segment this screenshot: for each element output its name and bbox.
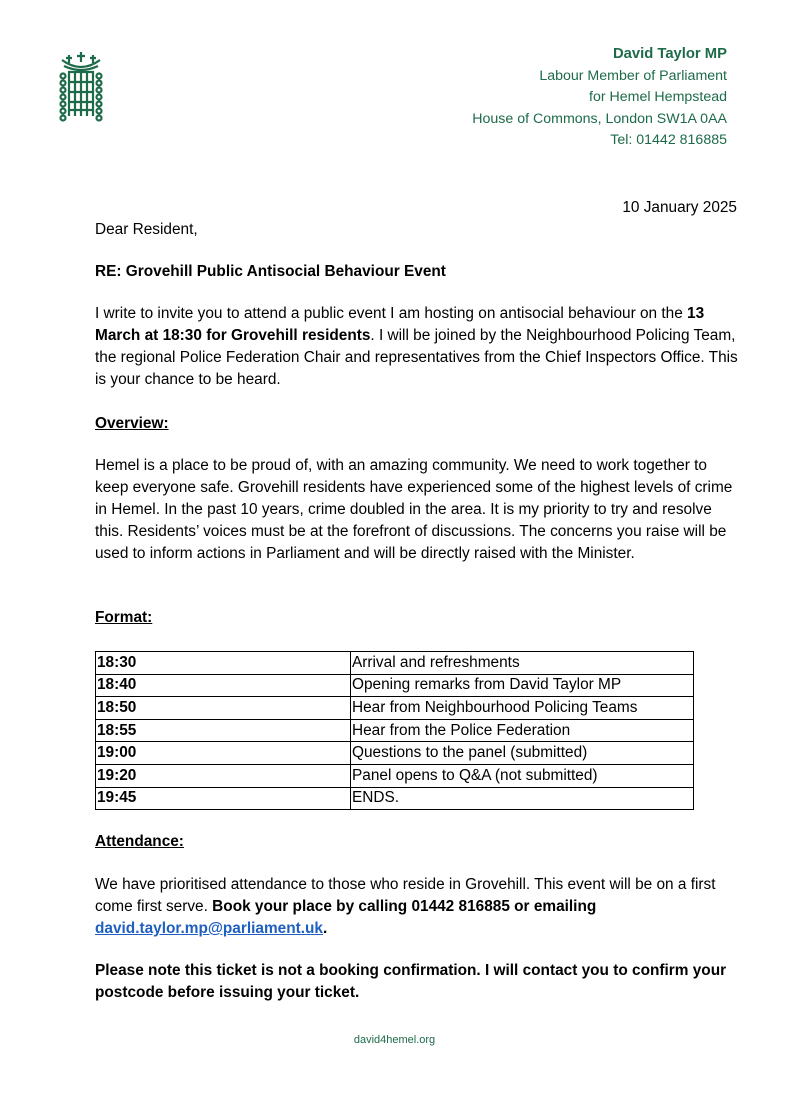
attendance-heading: Attendance: — [95, 833, 184, 850]
schedule-item: Hear from the Police Federation — [351, 719, 694, 742]
schedule-time: 18:50 — [96, 697, 351, 720]
booking-note: Please note this ticket is not a booking confirmation. I will contact you to confirm your postcode before issuing your ticket. — [95, 962, 727, 1001]
mp-constituency: for Hemel Hempstead — [589, 89, 727, 105]
table-row — [96, 742, 694, 765]
schedule-time: 19:45 — [96, 787, 351, 810]
email-link[interactable]: david.taylor.mp@parliament.uk — [95, 920, 323, 937]
table-row — [96, 652, 694, 675]
intro-text: I write to invite you to attend a public event I am hosting on antisocial behaviour on the — [95, 305, 688, 322]
salutation: Dear Resident, — [95, 221, 198, 238]
booking-period: . — [322, 920, 328, 937]
table-row — [96, 674, 694, 697]
schedule-item: Questions to the panel (submitted) — [351, 742, 694, 765]
schedule-time: 19:20 — [96, 764, 351, 787]
intro-paragraph — [95, 303, 743, 391]
mp-address: House of Commons, London SW1A 0AA — [472, 110, 727, 127]
overview-paragraph: Hemel is a place to be proud of, with an amazing community. We need to work together to keep everyone safe. Grovehill residents have experienced some of the highest levels of crime in Hemel. In the past 10 years, crime doubled in the area. It is my priority to try and resolve this. Residents’ voices must be at the forefront of discussions. The concerns you raise will be used to inform actions in Parliament and will be directly raised with the Minister. — [95, 457, 733, 562]
schedule-table — [95, 651, 694, 810]
schedule-time: 18:30 — [96, 652, 351, 675]
schedule-item: Hear from Neighbourhood Policing Teams — [351, 697, 694, 720]
schedule-time: 18:40 — [96, 674, 351, 697]
footer-website[interactable]: david4hemel.org — [353, 1034, 436, 1046]
table-row — [96, 764, 694, 787]
mp-tel: Tel: 01442 816885 — [610, 132, 727, 148]
portcullis-icon — [58, 52, 104, 122]
letterhead — [472, 44, 727, 152]
letter-date: 10 January 2025 — [622, 199, 737, 216]
attendance-paragraph — [95, 874, 743, 940]
table-row — [96, 787, 694, 810]
schedule-item: ENDS. — [351, 787, 694, 810]
attendance-text: We have prioritised attendance to those who reside in Grovehill. This event will be on a first come first serve. — [95, 876, 716, 915]
schedule-item: Opening remarks from David Taylor MP — [351, 674, 694, 697]
table-row — [96, 719, 694, 742]
subject-line: RE: Grovehill Public Antisocial Behaviour Event — [95, 263, 446, 280]
event-date-highlight: 13 March at 18:30 for Grovehill residents — [95, 305, 705, 344]
overview-heading: Overview: — [95, 415, 169, 432]
schedule-time: 19:00 — [96, 742, 351, 765]
schedule-item: Arrival and refreshments — [351, 652, 694, 675]
schedule-item: Panel opens to Q&A (not submitted) — [351, 764, 694, 787]
table-row — [96, 697, 694, 720]
mp-role: Labour Member of Parliament — [539, 67, 727, 84]
schedule-time: 18:55 — [96, 719, 351, 742]
booking-text: Book your place by calling 01442 816885 or emailing — [212, 898, 597, 915]
intro-text-cont: . I will be joined by the Neighbourhood Policing Team, the regional Police Federation Chair and representatives from the Chief Inspectors Office. This is your chance to be heard. — [95, 327, 738, 388]
format-heading: Format: — [95, 609, 153, 626]
mp-name: David Taylor MP — [612, 46, 727, 62]
